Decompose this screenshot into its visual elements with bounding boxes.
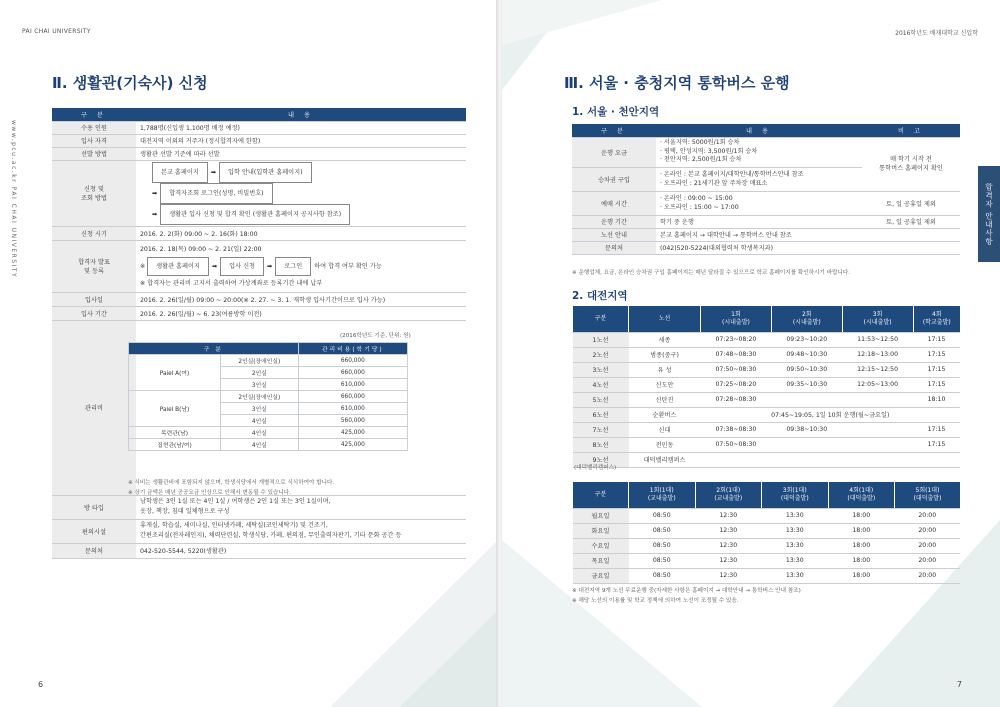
- daejeon-note: ※ 해당 노선의 이용률 및 학교 정책에 의하여 노선이 조정될 수 있음.: [572, 598, 739, 604]
- time-cell: 12:18~13:00: [842, 347, 913, 362]
- time-cell: [842, 392, 913, 407]
- row-value: 2016. 2. 26(일/월) 09:00 ~ 20:00(※ 2. 27. ~ 3. 1. 재학생 입사기간이므로 입사 가능): [136, 292, 466, 306]
- room-type: 3인실: [221, 403, 299, 415]
- row-value: 2016. 2. 26(일/월) ~ 6. 23(여름방학 이전): [136, 306, 466, 320]
- room-type: 4인실: [221, 427, 299, 439]
- row-label: 입사 자격: [52, 134, 136, 147]
- time-cell: [842, 422, 913, 437]
- fee-amount: 560,000: [298, 415, 407, 427]
- ticket-cell: [656, 167, 862, 191]
- fee-table: [128, 342, 408, 451]
- time-cell: 18:00: [828, 523, 895, 538]
- facilities-line: 휴게실, 학습실, 세미나실, 인터넷카페, 세탁실(코인세탁기) 및 건조기,: [140, 522, 328, 529]
- row-remark: 토, 일 공휴일 제외: [862, 215, 960, 228]
- arrow-right-icon: ➡: [211, 262, 218, 270]
- time-cell: 17:15: [913, 437, 960, 452]
- time-cell: 13:30: [762, 508, 829, 523]
- fee-amount: 425,000: [298, 439, 407, 451]
- dj-header: 구분: [573, 306, 629, 332]
- route-name: 신도안: [629, 377, 701, 392]
- dj-header: 4회 (학교출발): [913, 306, 960, 332]
- route-id: 7노선: [573, 422, 629, 437]
- row-remark: 토, 일 공휴일 제외: [862, 191, 960, 215]
- route-name: 전민동: [629, 437, 701, 452]
- arrow-right-icon: ➡: [267, 262, 273, 270]
- room-type: 2인실: [221, 367, 299, 379]
- facilities-line: 간편조리실(전자레인지), 체력단련실, 학생식당, 카페, 편의점, 무인출력자판기, 기타 문화 공간 등: [140, 532, 402, 539]
- time-cell: 18:00: [828, 538, 895, 553]
- time-cell: 17:15: [913, 332, 960, 347]
- dj-header: 3회 (시내출발): [842, 306, 913, 332]
- time-cell: 07:28~08:30: [701, 392, 772, 407]
- table-row: [573, 392, 961, 407]
- fee-amount: 425,000: [298, 427, 407, 439]
- flow-box: 생활관 입사 신청 및 합격 확인 (생활관 홈페이지 공지사항 참조): [160, 204, 350, 225]
- facilities-cell: [136, 519, 466, 543]
- time-cell: 12:30: [695, 523, 762, 538]
- booking-cell: [656, 191, 862, 215]
- row-label: 방 타입: [52, 495, 136, 519]
- col-header-category: 구 분: [572, 124, 656, 137]
- time-cell: 13:30: [762, 523, 829, 538]
- route-name: 신대: [629, 422, 701, 437]
- dj-header: 1회 (시내출발): [701, 306, 772, 332]
- time-cell: 08:50: [629, 523, 696, 538]
- section-title-bus: Ⅲ. 서울 · 충청지역 통학버스 운행: [564, 74, 790, 92]
- table-row: [573, 553, 961, 568]
- time-cell: [771, 452, 842, 467]
- route-name: 순환버스: [629, 407, 701, 422]
- table-row: [573, 377, 961, 392]
- building-name: 집현관(남/여): [129, 439, 221, 451]
- col-header-content: 내 용: [136, 108, 466, 121]
- time-cell: 18:10: [913, 392, 960, 407]
- dd-header: 5회(1대) (대덕출발): [895, 482, 961, 508]
- row-label: 입사일: [52, 292, 136, 306]
- time-cell: 13:30: [762, 553, 829, 568]
- flow-box: 입학 안내(입학관 홈페이지): [219, 162, 312, 183]
- time-cell: [771, 437, 842, 452]
- table-row: [573, 452, 961, 467]
- row-value: 학기 중 운행: [656, 215, 862, 228]
- time-cell: 07:50~08:30: [701, 437, 772, 452]
- time-cell: 09:50~10:30: [771, 362, 842, 377]
- fee-basis: (2016학년도 기준, 단위: 원): [340, 333, 411, 339]
- fare-line: · 평택, 안성지역: 3,500원/1회 승차: [660, 147, 758, 155]
- room-type: 2인실(장애인실): [221, 355, 299, 367]
- announce-tail: 하여 합격 여부 확인 가능: [314, 262, 382, 270]
- building-name: Paiel A(여): [129, 355, 221, 391]
- row-value: 대전지역 이외의 거주자 (정시합격자에 한함): [136, 134, 466, 147]
- daedeok-bus-table: [572, 482, 960, 584]
- fee-amount: 660,000: [298, 391, 407, 403]
- time-cell: [842, 452, 913, 467]
- table-row: [573, 437, 961, 452]
- col-header-content: 내 용: [656, 124, 862, 137]
- room-type-line: 옷장, 책장, 침대 일체형으로 구성: [140, 508, 230, 515]
- time-cell: 13:30: [762, 568, 829, 583]
- time-cell: 12:30: [695, 508, 762, 523]
- time-cell: [701, 452, 772, 467]
- note-mark: ※: [140, 262, 146, 270]
- time-cell: 08:50: [629, 538, 696, 553]
- time-cell: 17:15: [913, 362, 960, 377]
- time-cell: 20:00: [895, 568, 961, 583]
- page-number: 7: [956, 680, 962, 689]
- booking-line: · 오프라인 : 15:00 ~ 17:00: [660, 204, 739, 211]
- row-value: (042)520-5224(대외협력처 학생복지과): [656, 241, 960, 254]
- table-row: [573, 347, 961, 362]
- row-label: 수용 인원: [52, 121, 136, 134]
- row-label: 문의처: [572, 241, 656, 254]
- side-website-text: www.pcu.ac.kr PAI CHAI UNIVERSITY: [10, 120, 17, 279]
- col-header-category: 구 분: [52, 108, 136, 121]
- time-cell: 11:53~12:50: [842, 332, 913, 347]
- time-cell: 07:23~08:20: [701, 332, 772, 347]
- weekday: 수요일: [573, 538, 629, 553]
- booking-line: · 온라인 : 09:00 ~ 15:00: [660, 195, 733, 202]
- weekday: 금요일: [573, 568, 629, 583]
- row-value: 생활관 선발 기준에 따라 선발: [136, 147, 466, 160]
- fee-header-category: 구 분: [129, 343, 299, 355]
- row-value: 042-520-5544, 5220(생활관): [136, 543, 466, 558]
- time-cell: [771, 392, 842, 407]
- flow-box: 본교 홈페이지: [152, 162, 208, 183]
- header-year: 2016학년도 배재대학교 신입학: [895, 30, 978, 37]
- time-cell: 07:50~08:30: [701, 362, 772, 377]
- room-type: 4인실: [221, 439, 299, 451]
- announce-date: 2016. 2. 18(목) 09:00 ~ 2. 21(일) 22:00: [140, 245, 262, 253]
- time-cell: 13:30: [762, 538, 829, 553]
- table-row: [573, 422, 961, 437]
- left-page: [0, 0, 498, 707]
- room-type: 2인실(장애인실): [221, 391, 299, 403]
- time-cell: 09:38~10:30: [771, 422, 842, 437]
- col-header-remark: 비 고: [862, 124, 960, 137]
- time-cell: 12:30: [695, 553, 762, 568]
- fare-line: · 천안지역: 2,500원/1회 승차: [660, 156, 742, 164]
- ticket-line: · 온라인 : 본교 홈페이지/대학안내/통학버스안내 참조: [660, 171, 804, 178]
- row-label: 문의처: [52, 543, 136, 558]
- table-row: [573, 538, 961, 553]
- table-row: [573, 568, 961, 583]
- dj-header: 2회 (시내출발): [771, 306, 842, 332]
- time-cell: 17:15: [913, 422, 960, 437]
- fee-notes: [128, 478, 334, 498]
- dj-header: 노선: [629, 306, 701, 332]
- flow-box: 합격자조회 로그인(성명, 비밀번호): [160, 183, 272, 204]
- fee-header-amount: 관리비용(학기당): [298, 343, 407, 355]
- row-label: 입사 기간: [52, 306, 136, 320]
- flow-box: 입사 신청: [220, 257, 264, 276]
- row-label: 운행 요금: [572, 137, 656, 167]
- table-row: [573, 362, 961, 377]
- table-row: [573, 523, 961, 538]
- time-cell: 18:00: [828, 508, 895, 523]
- dd-header: 2회(1대) (교내출발): [695, 482, 762, 508]
- side-tab-admission-info[interactable]: 합격자 안내사항: [978, 166, 1000, 262]
- fee-amount: 660,000: [298, 367, 407, 379]
- row-label: 선발 방법: [52, 147, 136, 160]
- daedeok-caption: (대덕밸리캠퍼스): [574, 465, 617, 471]
- time-cell: 08:50: [629, 508, 696, 523]
- time-cell: 18:00: [828, 553, 895, 568]
- building-name: 목련관(남): [129, 427, 221, 439]
- time-cell: 20:00: [895, 553, 961, 568]
- table-row: [573, 332, 961, 347]
- time-cell: 12:30: [695, 538, 762, 553]
- time-cell: 08:50: [629, 568, 696, 583]
- row-label: 신청 및 조회 방법: [52, 160, 136, 226]
- application-flow: [136, 160, 466, 226]
- time-cell: 20:00: [895, 523, 961, 538]
- time-cell: 07:25~08:20: [701, 377, 772, 392]
- subtitle-seoul: 1. 서울 · 천안지역: [572, 106, 660, 118]
- time-cell: 12:05~13:00: [842, 377, 913, 392]
- weekday: 목요일: [573, 553, 629, 568]
- route-name: 유 성: [629, 362, 701, 377]
- row-label: 승차권 구입: [572, 167, 656, 191]
- weekday: 화요일: [573, 523, 629, 538]
- circular-schedule: 07:45~19:05, 1일 10회 운행(월~금요일): [701, 407, 961, 422]
- row-label: 노선 안내: [572, 228, 656, 241]
- time-cell: 20:00: [895, 508, 961, 523]
- row-value: 1,788명(신입생 1,100명 배정 예정): [136, 121, 466, 134]
- ticket-line: · 오프라인 : 21세기관 앞 주차장 매표소: [660, 180, 768, 187]
- announce-note: ※ 합격자는 관리비 고지서 출력하여 가상계좌로 등록기간 내에 납부: [140, 279, 323, 287]
- time-cell: 07:38~08:30: [701, 422, 772, 437]
- time-cell: 07:48~08:30: [701, 347, 772, 362]
- dd-header: 구분: [573, 482, 629, 508]
- row-value: 2016. 2. 2(화) 09:00 ~ 2. 16(화) 18:00: [136, 226, 466, 240]
- building-name: Paiel B(남): [129, 391, 221, 427]
- fee-note: ※ 상기 금액은 매년 공공요금 인상으로 인해서 변동될 수 있습니다.: [128, 490, 291, 496]
- time-cell: 20:00: [895, 538, 961, 553]
- route-id: 1노선: [573, 332, 629, 347]
- time-cell: [913, 452, 960, 467]
- route-id: 9노선: [573, 452, 629, 467]
- room-type: 3인실: [221, 379, 299, 391]
- fee-note: ※ 식비는 생활관비에 포함되지 않으며, 학생식당에서 개별적으로 식식하여야 합니다.: [128, 480, 335, 486]
- row-label: 관리비: [52, 320, 136, 495]
- route-id: 4노선: [573, 377, 629, 392]
- arrow-right-icon: ➡: [152, 189, 158, 197]
- dd-header: 1회(1대) (교내출발): [629, 482, 696, 508]
- fee-amount: 610,000: [298, 403, 407, 415]
- fare-cell: [656, 137, 862, 167]
- row-label: 신청 시기: [52, 226, 136, 240]
- arrow-right-icon: ➡: [152, 210, 158, 218]
- room-type: 4인실: [221, 415, 299, 427]
- seoul-bus-table: [572, 124, 960, 255]
- announcement-cell: [136, 240, 466, 292]
- route-id: 2노선: [573, 347, 629, 362]
- section-title-dormitory: Ⅱ. 생활관(기숙사) 신청: [52, 74, 208, 92]
- header-university: PAI CHAI UNIVERSITY: [22, 28, 91, 35]
- dd-header: 4회(1대) (대덕출발): [828, 482, 895, 508]
- route-name: 범종(중구): [629, 347, 701, 362]
- row-label: 운행 기간: [572, 215, 656, 228]
- room-type-line: 남학생은 3인 1실 또는 4인 1실 / 여학생은 2인 1실 또는 3인 1실이며,: [140, 498, 331, 505]
- route-id: 5노선: [573, 392, 629, 407]
- room-type-cell: [136, 495, 466, 519]
- daejeon-bus-table: [572, 306, 960, 468]
- row-label: 합격자 발표 및 등록: [52, 240, 136, 292]
- flow-box: 로그인: [275, 257, 311, 276]
- time-cell: 18:00: [828, 568, 895, 583]
- time-cell: 12:30: [695, 568, 762, 583]
- row-value: 본교 홈페이지 → 대학안내 → 통학버스 안내 참조: [656, 228, 960, 241]
- row-label: 편의시설: [52, 519, 136, 543]
- fare-line: · 서울지역: 5000원/1회 승차: [660, 139, 740, 147]
- right-page: [502, 0, 1000, 707]
- weekday: 월요일: [573, 508, 629, 523]
- route-id: 3노선: [573, 362, 629, 377]
- time-cell: 17:15: [913, 377, 960, 392]
- route-id: 8노선: [573, 437, 629, 452]
- flow-box: 생활관 홈페이지: [147, 257, 209, 276]
- dd-header: 3회(1대) (대덕출발): [762, 482, 829, 508]
- row-label: 예매 시간: [572, 191, 656, 215]
- table-row: [573, 508, 961, 523]
- route-name: 세종: [629, 332, 701, 347]
- route-name: 대덕밸리캠퍼스: [629, 452, 701, 467]
- subtitle-daejeon: 2. 대전지역: [572, 290, 628, 302]
- time-cell: [842, 437, 913, 452]
- fee-amount: 610,000: [298, 379, 407, 391]
- daejeon-notes: [572, 586, 801, 606]
- table-row: [573, 407, 961, 422]
- daejeon-note: ※ 대전지역 9개 노선 무료운행 중(자세한 사항은 홈페이지 → 대학안내 → 통학버스 안내 참조): [572, 588, 801, 594]
- page-number: 6: [38, 680, 44, 689]
- route-name: 신탄진: [629, 392, 701, 407]
- seoul-note: ※ 운행업체, 요금, 온라인 승차권 구입 홈페이지는 매년 달라질 수 있으므로 학교 홈페이지를 확인하시기 바랍니다.: [572, 270, 851, 276]
- time-cell: 17:15: [913, 347, 960, 362]
- seoul-remark: 매 학기 시작 전 통학버스 홈페이지 확인: [862, 137, 960, 191]
- time-cell: 08:50: [629, 553, 696, 568]
- time-cell: 09:48~10:30: [771, 347, 842, 362]
- time-cell: 09:23~10:20: [771, 332, 842, 347]
- arrow-right-icon: ➡: [210, 168, 217, 176]
- time-cell: 12:15~12:50: [842, 362, 913, 377]
- route-id: 6노선: [573, 407, 629, 422]
- time-cell: 09:35~10:30: [771, 377, 842, 392]
- fee-amount: 660,000: [298, 355, 407, 367]
